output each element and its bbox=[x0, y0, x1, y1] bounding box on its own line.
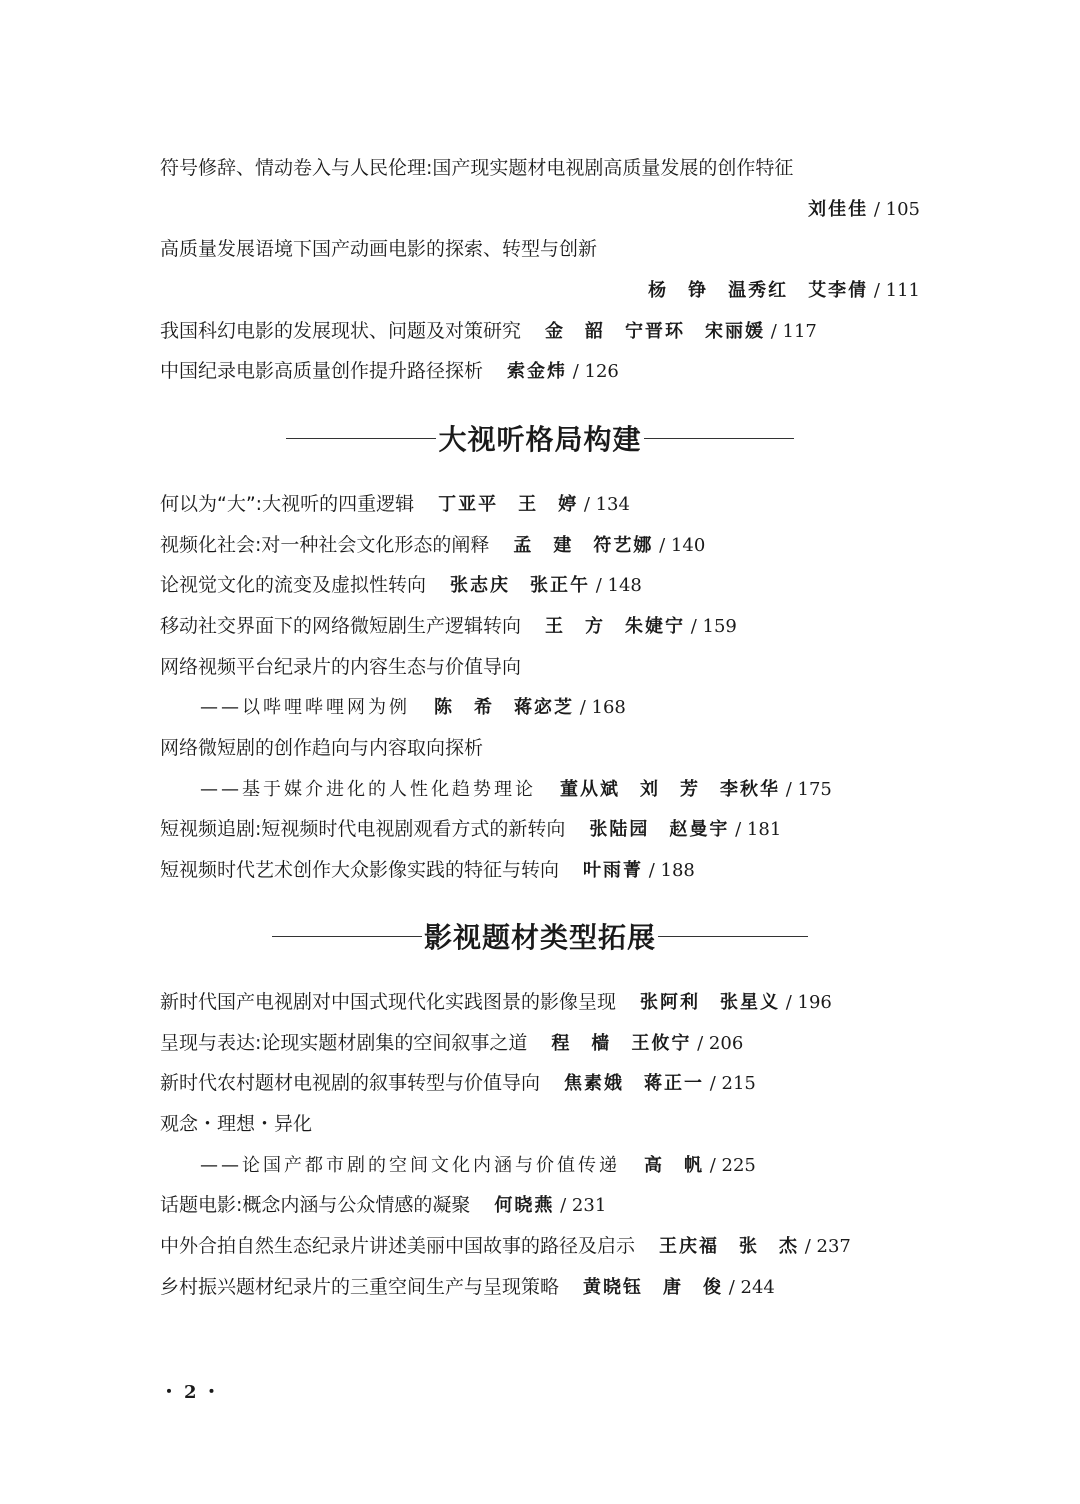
section-heading bbox=[0, 418, 1080, 458]
section-heading bbox=[0, 916, 1080, 956]
entry-page: / 181 bbox=[729, 819, 782, 840]
entry-page: / 215 bbox=[704, 1073, 756, 1094]
entry-title: 短视频时代艺术创作大众影像实践的特征与转向 bbox=[160, 859, 560, 881]
entry-page: / 244 bbox=[723, 1277, 775, 1298]
entry-title: 何以为“大”:大视听的四重逻辑 bbox=[160, 493, 415, 515]
entry-title: 呈现与表达:论现实题材剧集的空间叙事之道 bbox=[160, 1032, 528, 1054]
entry-authors: 黄晓钰 唐 俊 bbox=[583, 1277, 724, 1298]
section-rule-left bbox=[286, 438, 436, 439]
entry-page: / 140 bbox=[653, 535, 706, 556]
section-rule-right bbox=[658, 936, 808, 937]
entry-page: / 196 bbox=[780, 992, 832, 1013]
entry-subtitle: 以哔哩哔哩网为例 bbox=[242, 697, 410, 718]
entry-page: / 105 bbox=[868, 199, 920, 220]
entry-title: 我国科幻电影的发展现状、问题及对策研究 bbox=[160, 320, 522, 342]
entry-authors: 张志庆 张正午 bbox=[450, 575, 591, 596]
entry-page: / 206 bbox=[691, 1033, 744, 1054]
subtitle-dash: —— bbox=[200, 697, 242, 718]
entry-page: / 231 bbox=[554, 1195, 607, 1216]
entry-authors: 董从斌 刘 芳 李秋华 bbox=[560, 779, 780, 800]
entry-authors: 王 方 朱婕宁 bbox=[545, 616, 686, 637]
entry-authors: 张陆园 赵曼宇 bbox=[589, 819, 730, 840]
entry-page: / 159 bbox=[685, 616, 737, 637]
entry-authors: 杨 铮 温秀红 艾李倩 bbox=[648, 280, 869, 301]
entry-page: / 117 bbox=[765, 321, 817, 342]
subtitle-dash: —— bbox=[200, 1155, 242, 1176]
entry-title: 视频化社会:对一种社会文化形态的阐释 bbox=[160, 534, 490, 556]
page-number: ・2・ bbox=[160, 1382, 227, 1403]
section-title: 影视题材类型拓展 bbox=[423, 921, 656, 954]
entry-page: / 126 bbox=[567, 361, 619, 382]
entry-title: 新时代农村题材电视剧的叙事转型与价值导向 bbox=[160, 1072, 541, 1094]
entry-subtitle: 基于媒介进化的人性化趋势理论 bbox=[242, 779, 536, 800]
entry-authors: 王庆福 张 杰 bbox=[659, 1236, 800, 1257]
entry-title: 短视频追剧:短视频时代电视剧观看方式的新转向 bbox=[160, 818, 566, 840]
entry-authors: 孟 建 符艺娜 bbox=[513, 535, 654, 556]
entry-page: / 188 bbox=[643, 860, 695, 881]
entry-authors: 张阿利 张星义 bbox=[640, 992, 781, 1013]
entry-authors: 叶雨菁 bbox=[583, 860, 644, 881]
entry-authors: 高 帆 bbox=[644, 1155, 704, 1176]
entry-title: 中国纪录电影高质量创作提升路径探析 bbox=[160, 360, 484, 382]
entry-title: 网络微短剧的创作趋向与内容取向探析 bbox=[160, 737, 484, 759]
entry-page: / 168 bbox=[574, 697, 626, 718]
entry-title: 高质量发展语境下国产动画电影的探索、转型与创新 bbox=[160, 238, 598, 260]
entry-authors: 刘佳佳 bbox=[808, 199, 869, 220]
entry-page: / 111 bbox=[868, 280, 920, 301]
entry-page: / 237 bbox=[799, 1236, 851, 1257]
entry-authors: 金 韶 宁晋环 宋丽媛 bbox=[545, 321, 766, 342]
entry-authors: 程 樯 王攸宁 bbox=[551, 1033, 692, 1054]
entry-authors: 索金炜 bbox=[507, 361, 568, 382]
entry-title: 观念・理想・异化 bbox=[160, 1113, 313, 1135]
section-title: 大视听格局构建 bbox=[438, 423, 642, 456]
entry-authors: 丁亚平 王 婷 bbox=[438, 494, 579, 515]
section-rule-right bbox=[644, 438, 794, 439]
entry-page: / 148 bbox=[590, 575, 642, 596]
entry-page: / 134 bbox=[578, 494, 630, 515]
entry-title: 移动社交界面下的网络微短剧生产逻辑转向 bbox=[160, 615, 522, 637]
entry-title: 论视觉文化的流变及虚拟性转向 bbox=[160, 574, 427, 596]
section-rule-left bbox=[272, 936, 422, 937]
entry-authors: 何晓燕 bbox=[494, 1195, 555, 1216]
entry-title: 网络视频平台纪录片的内容生态与价值导向 bbox=[160, 656, 522, 678]
entry-title: 中外合拍自然生态纪录片讲述美丽中国故事的路径及启示 bbox=[160, 1235, 636, 1257]
entry-subtitle: 论国产都市剧的空间文化内涵与价值传递 bbox=[242, 1155, 620, 1176]
entry-title: 话题电影:概念内涵与公众情感的凝聚 bbox=[160, 1194, 471, 1216]
entry-authors: 陈 希 蒋宓芝 bbox=[434, 697, 574, 718]
entry-title: 新时代国产电视剧对中国式现代化实践图景的影像呈现 bbox=[160, 991, 617, 1013]
entry-page: / 225 bbox=[704, 1155, 756, 1176]
entry-title: 乡村振兴题材纪录片的三重空间生产与呈现策略 bbox=[160, 1276, 560, 1298]
entry-page: / 175 bbox=[780, 779, 832, 800]
entry-authors: 焦素娥 蒋正一 bbox=[564, 1073, 705, 1094]
entry-title: 符号修辞、情动卷入与人民伦理:国产现实题材电视剧高质量发展的创作特征 bbox=[160, 157, 794, 179]
subtitle-dash: —— bbox=[200, 779, 242, 800]
